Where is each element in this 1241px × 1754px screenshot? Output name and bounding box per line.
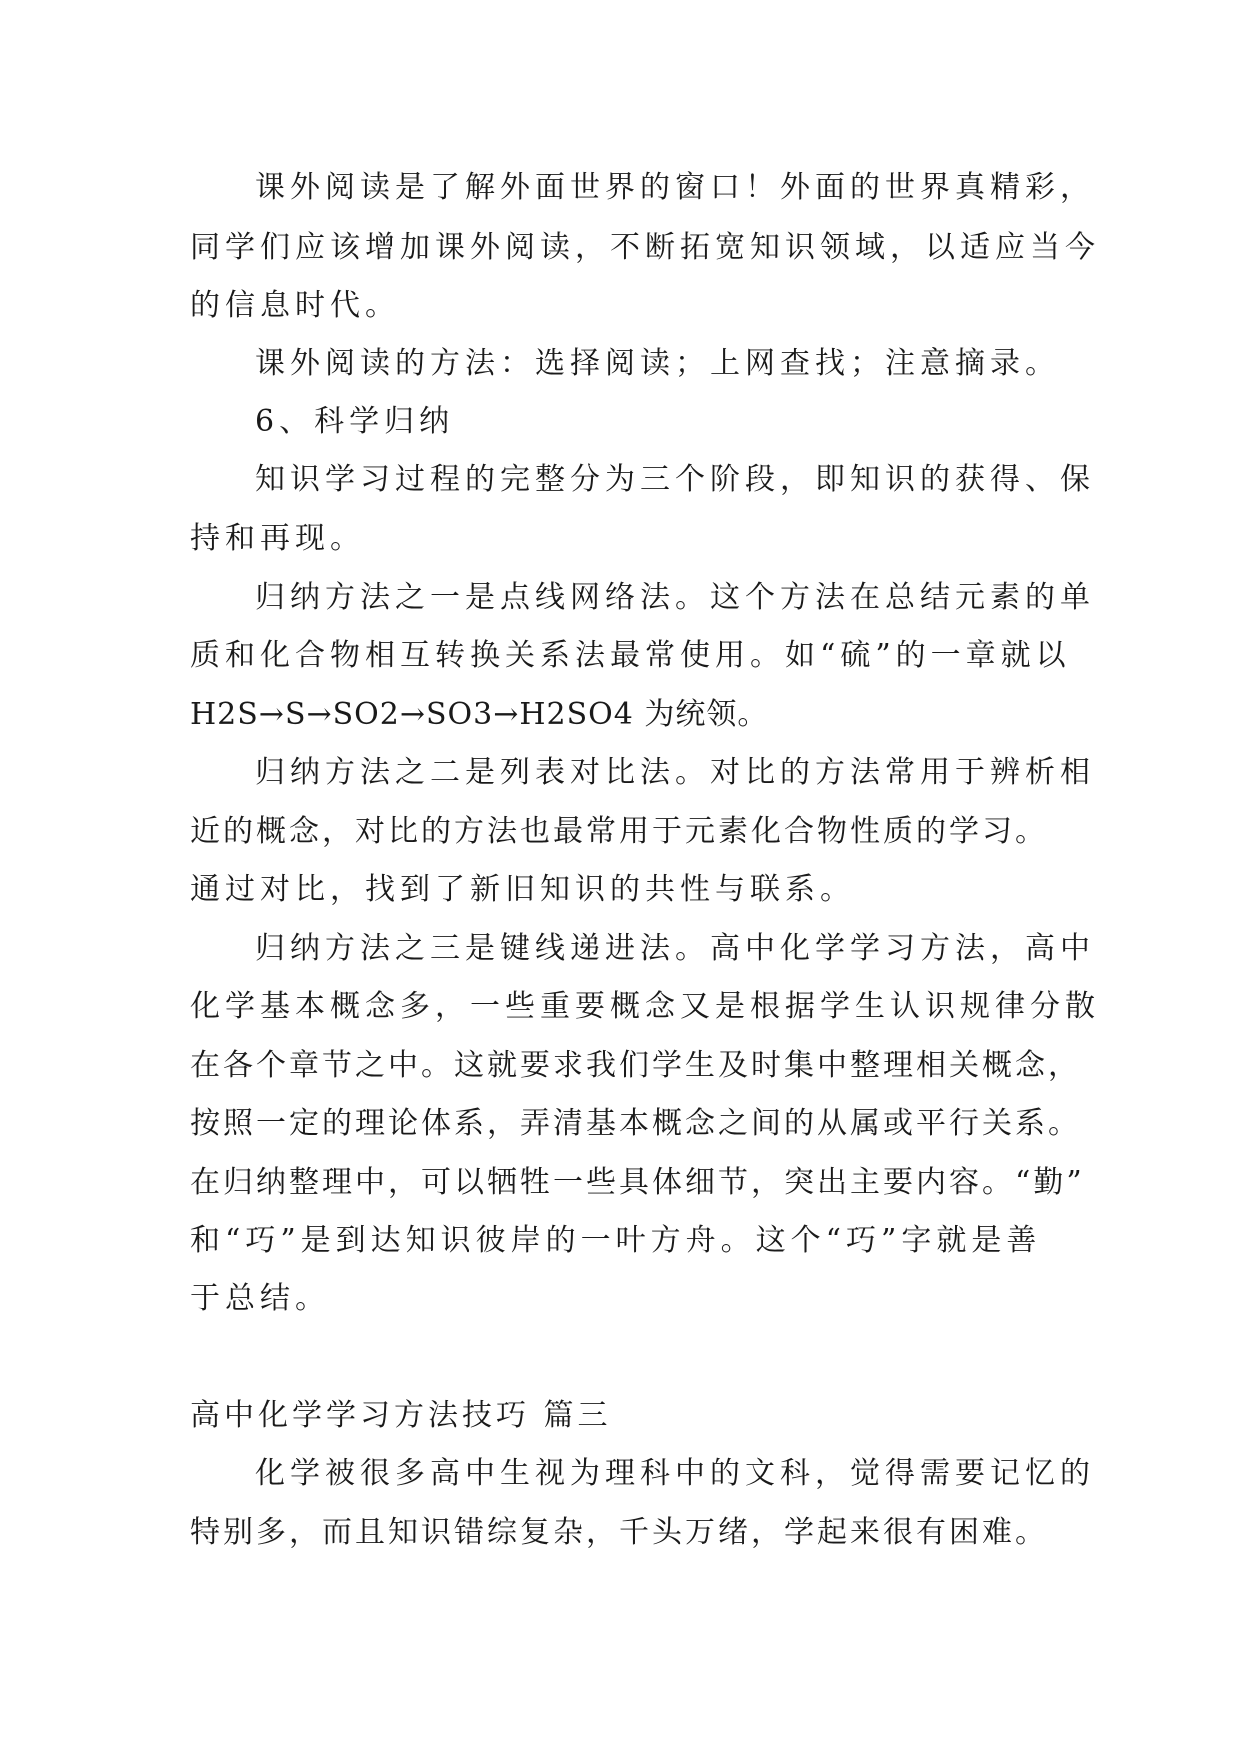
paragraph-line: 课外阅读的方法：选择阅读；上网查找；注意摘录。	[255, 346, 1060, 381]
paragraph-line: 课外阅读是了解外面世界的窗口！外面的世界真精彩，	[255, 170, 1095, 205]
paragraph-line: 化学被很多高中生视为理科中的文科，觉得需要记忆的	[255, 1456, 1095, 1491]
paragraph-line: 按照一定的理论体系，弄清基本概念之间的从属或平行关系。	[190, 1106, 1081, 1141]
section-subheading: 6、科学归纳	[255, 404, 455, 439]
section-heading: 高中化学学习方法技巧 篇三	[190, 1398, 612, 1433]
paragraph-line: 通过对比，找到了新旧知识的共性与联系。	[190, 872, 855, 907]
formula-line: H2S→S→SO2→SO3→H2SO4 为统领。	[190, 697, 769, 732]
paragraph-line: 化学基本概念多，一些重要概念又是根据学生认识规律分散	[190, 989, 1100, 1024]
paragraph-line: 归纳方法之三是键线递进法。高中化学学习方法，高中	[255, 931, 1095, 966]
paragraph-line: 在各个章节之中。这就要求我们学生及时集中整理相关概念，	[190, 1048, 1081, 1083]
paragraph-line: 和“巧”是到达知识彼岸的一叶方舟。这个“巧”字就是善	[190, 1223, 1042, 1258]
paragraph-line: 质和化合物相互转换关系法最常使用。如“硫”的一章就以	[190, 638, 1071, 673]
paragraph-line: 近的概念，对比的方法也最常用于元素化合物性质的学习。	[190, 814, 1048, 849]
paragraph-line: 知识学习过程的完整分为三个阶段，即知识的获得、保	[255, 462, 1095, 497]
paragraph-line: 持和再现。	[190, 521, 365, 556]
paragraph-line: 特别多，而且知识错综复杂，千头万绪，学起来很有困难。	[190, 1515, 1048, 1550]
paragraph-line: 在归纳整理中，可以牺牲一些具体细节，突出主要内容。“勤”	[190, 1165, 1085, 1200]
paragraph-line: 同学们应该增加课外阅读，不断拓宽知识领域，以适应当今	[190, 230, 1100, 265]
paragraph-line: 于总结。	[190, 1281, 330, 1316]
paragraph-line: 的信息时代。	[190, 288, 400, 323]
paragraph-line: 归纳方法之二是列表对比法。对比的方法常用于辨析相	[255, 755, 1095, 790]
paragraph-line: 归纳方法之一是点线网络法。这个方法在总结元素的单	[255, 580, 1095, 615]
